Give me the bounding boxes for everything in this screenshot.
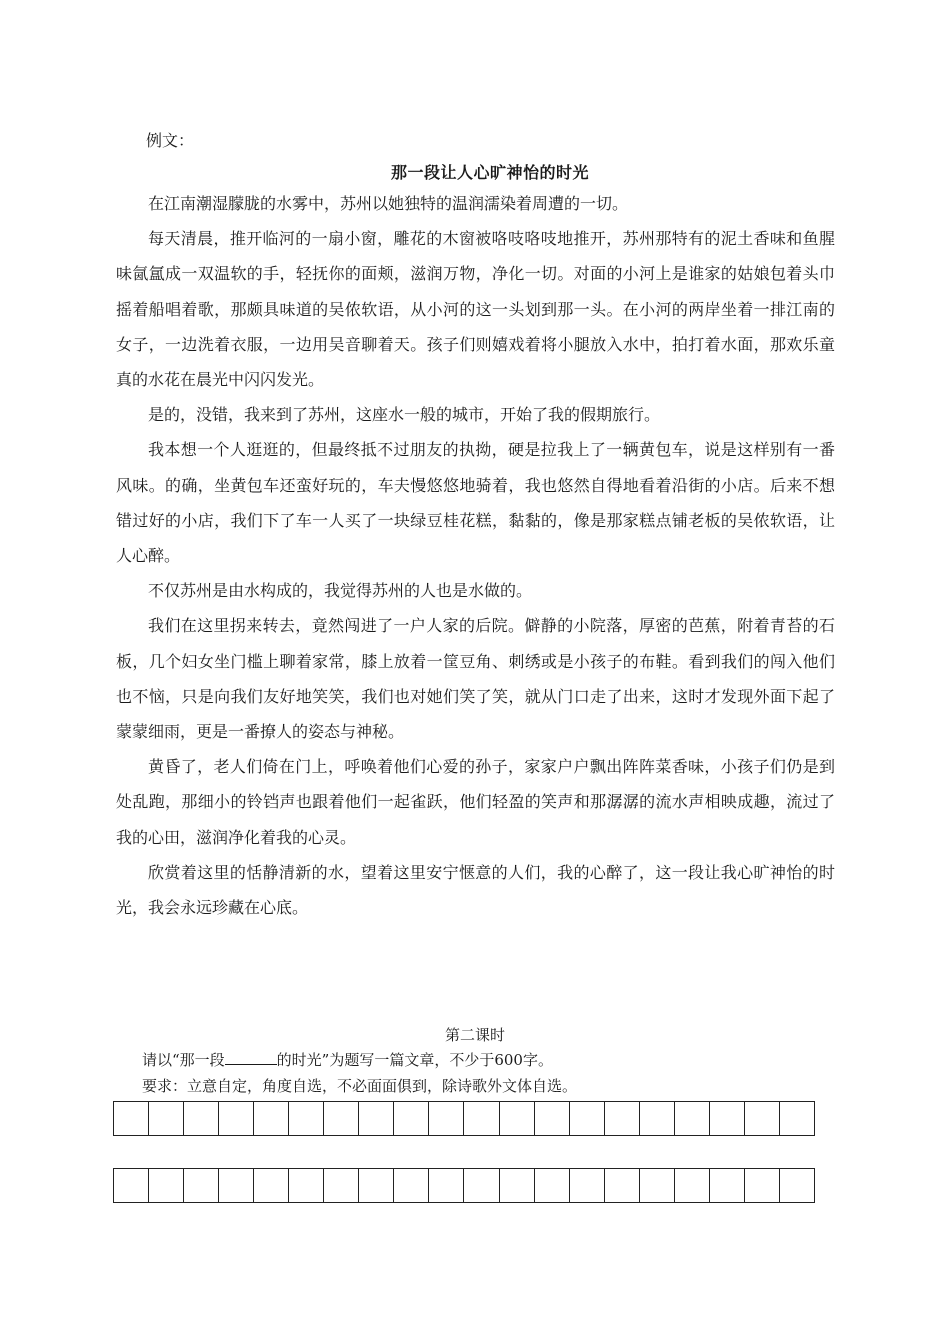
grid-cell[interactable] — [429, 1102, 464, 1135]
example-label: 例文： — [146, 131, 195, 150]
grid-cell[interactable] — [464, 1102, 499, 1135]
grid-cell[interactable] — [780, 1102, 814, 1135]
grid-cell[interactable] — [675, 1102, 710, 1135]
grid-cell[interactable] — [570, 1102, 605, 1135]
grid-cell[interactable] — [570, 1169, 605, 1202]
grid-cell[interactable] — [500, 1169, 535, 1202]
grid-cell[interactable] — [254, 1169, 289, 1202]
grid-cell[interactable] — [710, 1169, 745, 1202]
grid-cell[interactable] — [394, 1102, 429, 1135]
grid-cell[interactable] — [219, 1102, 254, 1135]
grid-cell[interactable] — [500, 1102, 535, 1135]
paragraph: 欣赏着这里的恬静清新的水，望着这里安宁惬意的人们，我的心醉了，这一段让我心旷神怡的时光，我会永远珍藏在心底。 — [116, 862, 835, 918]
grid-cell[interactable] — [149, 1169, 184, 1202]
lesson-heading: 第二课时 — [444, 1026, 505, 1044]
grid-cell[interactable] — [429, 1169, 464, 1202]
grid-cell[interactable] — [114, 1169, 149, 1202]
grid-cell[interactable] — [535, 1169, 570, 1202]
grid-cell[interactable] — [640, 1102, 675, 1135]
grid-cell[interactable] — [359, 1102, 394, 1135]
grid-cell[interactable] — [780, 1169, 814, 1202]
prompt-text-end: 的时光”为题写一篇文章，不少于600字。 — [276, 1051, 553, 1069]
grid-cell[interactable] — [464, 1169, 499, 1202]
grid-cell[interactable] — [710, 1102, 745, 1135]
grid-cell[interactable] — [394, 1169, 429, 1202]
paragraph: 黄昏了，老人们倚在门上，呼唤着他们心爱的孙子，家家户户飘出阵阵菜香味，小孩子们仍是到处乱跑，那细小的铃铛声也跟着他们一起雀跃，他们轻盈的笑声和那潺潺的流水声相映成趣，流过了我的心田，滋润净化着我的心灵。 — [116, 757, 835, 847]
grid-cell[interactable] — [149, 1102, 184, 1135]
grid-cell[interactable] — [254, 1102, 289, 1135]
grid-cell[interactable] — [324, 1102, 359, 1135]
grid-cell[interactable] — [184, 1169, 219, 1202]
grid-cell[interactable] — [114, 1102, 149, 1135]
writing-grid-row[interactable] — [113, 1101, 815, 1136]
grid-cell[interactable] — [745, 1169, 780, 1202]
grid-cell[interactable] — [184, 1102, 219, 1135]
grid-cell[interactable] — [605, 1169, 640, 1202]
grid-cell[interactable] — [745, 1102, 780, 1135]
paragraph: 在江南潮湿朦胧的水雾中，苏州以她独特的温润濡染着周遭的一切。 — [148, 194, 629, 213]
prompt-text-start: 请以“那一段 — [142, 1051, 225, 1069]
writing-prompt — [142, 1049, 553, 1070]
writing-grid-row[interactable] — [113, 1168, 815, 1203]
grid-cell[interactable] — [535, 1102, 570, 1135]
paragraph: 是的，没错，我来到了苏州，这座水一般的城市，开始了我的假期旅行。 — [148, 405, 661, 425]
grid-cell[interactable] — [289, 1169, 324, 1202]
grid-cell[interactable] — [359, 1169, 394, 1202]
essay-title: 那一段让人心旷神怡的时光 — [390, 163, 589, 182]
essay-body — [116, 186, 835, 925]
writing-requirement: 要求：立意自定，角度自选，不必面面俱到，除诗歌外文体自选。 — [142, 1077, 578, 1095]
grid-cell[interactable] — [640, 1169, 675, 1202]
grid-cell[interactable] — [605, 1102, 640, 1135]
paragraph: 不仅苏州是由水构成的，我觉得苏州的人也是水做的。 — [148, 581, 533, 601]
grid-cell[interactable] — [324, 1169, 359, 1202]
paragraph: 每天清晨，推开临河的一扇小窗，雕花的木窗被咯吱咯吱地推开，苏州那特有的泥土香味和鱼腥味氤氲成一双温软的手，轻抚你的面颊，滋润万物，净化一切。对面的小河上是谁家的姑娘包着头巾摇着船唱着歌，那颇具味道的吴侬软语，从小河的这一头划到那一头。在小河的两岸坐着一排江南的女子，一边洗着衣服，一边用吴音聊着天。孩子们则嬉戏着将小腿放入水中，拍打着水面，那欢乐童真的水花在晨光中闪闪发光。 — [116, 229, 835, 390]
paragraph: 我本想一个人逛逛的，但最终抵不过朋友的执拗，硬是拉我上了一辆黄包车，说是这样别有一番风味。的确，坐黄包车还蛮好玩的，车夫慢悠悠地骑着，我也悠然自得地看着沿街的小店。后来不想错过好的小店，我们下了车一人买了一块绿豆桂花糕，黏黏的，像是那家糕点铺老板的吴侬软语，让人心醉。 — [116, 440, 835, 566]
fill-in-blank — [225, 1050, 277, 1065]
grid-cell[interactable] — [289, 1102, 324, 1135]
paragraph: 我们在这里拐来转去，竟然闯进了一户人家的后院。僻静的小院落，厚密的芭蕉，附着青苔的石板，几个妇女坐门槛上聊着家常，膝上放着一筐豆角、刺绣或是小孩子的布鞋。看到我们的闯入他们也不恼，只是向我们友好地笑笑，我们也对她们笑了笑，就从门口走了出来，这时才发现外面下起了蒙蒙细雨，更是一番撩人的姿态与神秘。 — [116, 616, 835, 742]
grid-cell[interactable] — [675, 1169, 710, 1202]
grid-cell[interactable] — [219, 1169, 254, 1202]
